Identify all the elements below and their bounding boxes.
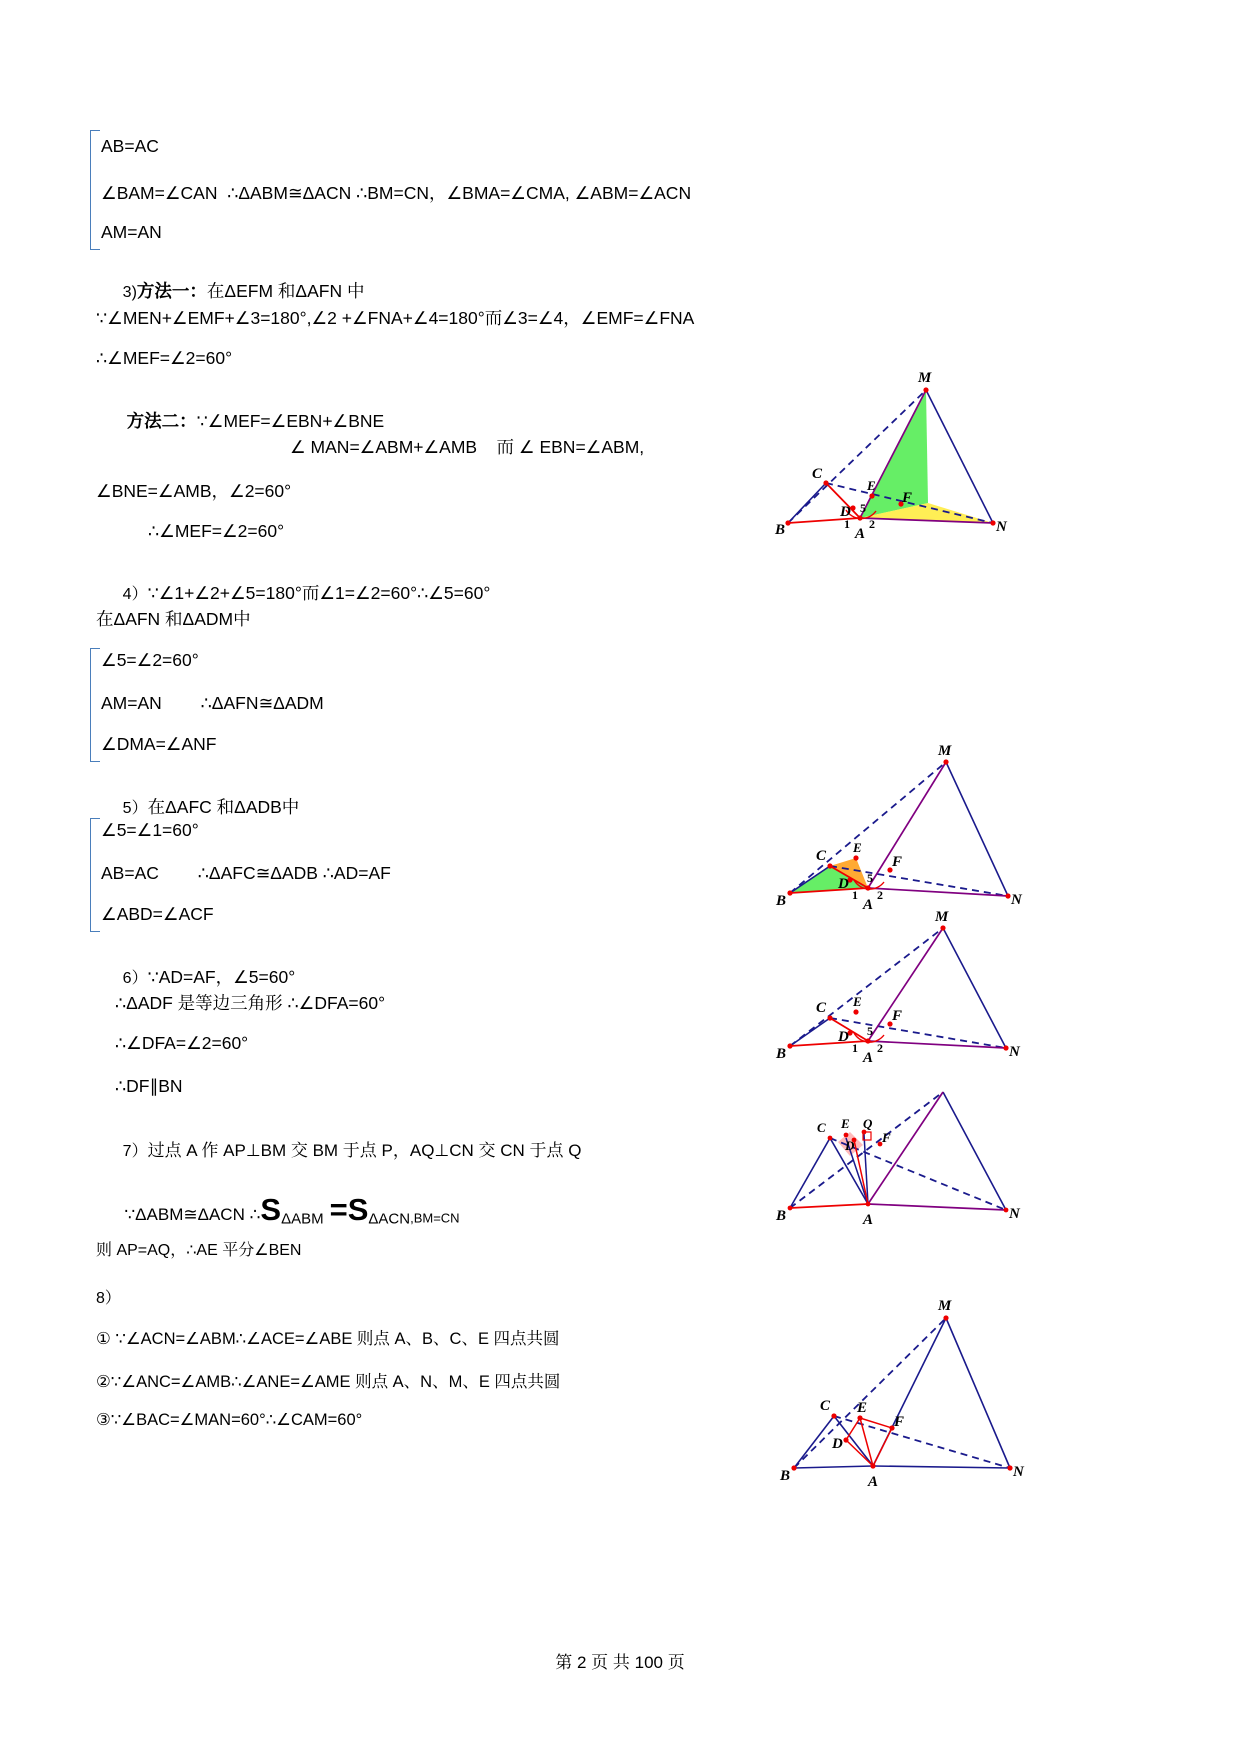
step-4-number: 4） bbox=[122, 586, 148, 603]
point-N bbox=[1004, 1208, 1009, 1213]
label-B: B bbox=[775, 522, 786, 538]
segment-CN-dash bbox=[834, 1416, 1010, 1468]
angle-label-5: 5 bbox=[860, 501, 866, 515]
step-7-text-a: 过点 A 作 AP⊥BM 交 BM 于点 P，AQ⊥CN 交 CN 于点 Q bbox=[147, 1141, 582, 1160]
label-C: C bbox=[820, 1398, 831, 1414]
label-M: M bbox=[935, 909, 949, 925]
step-3-number: 3) bbox=[122, 284, 137, 301]
point-E bbox=[844, 1133, 849, 1138]
label-F: F bbox=[892, 854, 903, 870]
angle-label-5: 5 bbox=[867, 871, 873, 885]
label-F: F bbox=[882, 1130, 891, 1145]
point-C bbox=[827, 863, 832, 868]
label-F: F bbox=[902, 490, 913, 506]
label-D: D bbox=[845, 1138, 855, 1153]
footer-text: 第 2 页 共 100 页 bbox=[555, 1653, 685, 1672]
point-M bbox=[923, 387, 928, 392]
label-N: N bbox=[1011, 892, 1022, 908]
point-C bbox=[827, 1015, 832, 1020]
label-A: A bbox=[868, 1474, 879, 1490]
figure-5 bbox=[768, 1288, 1048, 1498]
segment-ED-red bbox=[846, 1418, 860, 1440]
point-A bbox=[870, 1463, 875, 1468]
step-3-line-a: ∵∠MEN+∠EMF+∠3=180°,∠2 +∠FNA+∠4=180°而∠3=∠4，∠EMF=∠FNA bbox=[96, 308, 695, 328]
point-C bbox=[828, 1136, 833, 1141]
step-4-g-line1: ∠5=∠2=60° bbox=[101, 650, 199, 670]
step-4-g-line3: ∠DMA=∠ANF bbox=[101, 734, 217, 754]
segment-MN bbox=[926, 390, 993, 523]
point-M bbox=[940, 925, 945, 930]
point-B bbox=[787, 890, 792, 895]
label-A: A bbox=[863, 1212, 874, 1228]
label-M: M bbox=[938, 1298, 952, 1314]
step-4-text: ∵∠1+∠2+∠5=180°而∠1=∠2=60°∴∠5=60° bbox=[147, 583, 491, 603]
label-N: N bbox=[1009, 1044, 1020, 1060]
step-6-number: 6） bbox=[122, 970, 148, 987]
step-4-g-line2: AM=AN ∴ΔAFN≅ΔADM bbox=[101, 693, 324, 713]
step-6-line-d: ∴DF∥BN bbox=[115, 1076, 183, 1096]
label-M: M bbox=[918, 370, 932, 386]
label-B: B bbox=[776, 893, 787, 909]
point-E bbox=[869, 493, 874, 498]
segment-BC bbox=[790, 1138, 830, 1208]
step-5-g-line2: AB=AC ∴ΔAFC≅ΔADB ∴AD=AF bbox=[101, 863, 391, 883]
step-3-line-c: ∠ MAN=∠ABM+∠AMB 而 ∠ EBN=∠ABM, bbox=[290, 437, 645, 457]
label-A: A bbox=[863, 897, 874, 913]
label-D: D bbox=[840, 504, 851, 520]
step-7-prefix: ∵ΔABM≅ΔACN ∴ bbox=[124, 1205, 261, 1224]
angle-label-2: 2 bbox=[869, 517, 875, 531]
point-E bbox=[853, 1009, 858, 1014]
step-7-line-c: 则 AP=AQ，∴AE 平分∠BEN bbox=[96, 1242, 302, 1259]
step-7-symbol-s1: S bbox=[260, 1192, 282, 1227]
step-3-method1-label: 方法一： bbox=[136, 281, 207, 301]
segment-EF-red bbox=[860, 1418, 892, 1428]
label-E: E bbox=[857, 1400, 868, 1416]
step-3-line-d: ∠BNE=∠AMB，∠2=60° bbox=[96, 481, 292, 501]
segment-BC bbox=[790, 1018, 830, 1046]
label-B: B bbox=[776, 1208, 787, 1224]
label-Q: Q bbox=[863, 1116, 873, 1131]
segment-CA-red bbox=[830, 1018, 868, 1041]
segment-AN-purple bbox=[868, 1204, 1006, 1210]
segment-MN bbox=[943, 928, 1006, 1048]
point-B bbox=[785, 520, 790, 525]
step-3-method1-head: 在ΔEFM 和ΔAFN 中 bbox=[206, 281, 365, 301]
label-M: M bbox=[938, 743, 952, 759]
label-E: E bbox=[853, 840, 862, 855]
label-N: N bbox=[996, 519, 1007, 535]
step-5-g-line1: ∠5=∠1=60° bbox=[101, 820, 199, 840]
point-B bbox=[788, 1206, 793, 1211]
label-B: B bbox=[776, 1046, 787, 1062]
label-B: B bbox=[780, 1468, 791, 1484]
point-B bbox=[787, 1043, 792, 1048]
segment-AF-red bbox=[873, 1428, 892, 1466]
segment-BA bbox=[794, 1466, 873, 1468]
label-A: A bbox=[863, 1050, 874, 1066]
point-M bbox=[943, 1315, 948, 1320]
segment-AN bbox=[873, 1466, 1010, 1468]
segment-BM-dash bbox=[794, 1318, 946, 1468]
step-8-item-2: ②∵∠ANC=∠AMB∴∠ANE=∠AME 则点 A、N、M、E 四点共圆 bbox=[96, 1373, 561, 1391]
label-A: A bbox=[855, 526, 866, 542]
point-E bbox=[857, 1415, 862, 1420]
segment-BA-red bbox=[790, 1204, 868, 1208]
point-E bbox=[853, 855, 858, 860]
label-C: C bbox=[816, 1000, 827, 1016]
point-D bbox=[843, 1437, 848, 1442]
figure-2 bbox=[768, 743, 1048, 928]
step-6-line-b: ∴ΔADF 是等边三角形 ∴∠DFA=60° bbox=[115, 993, 386, 1013]
segment-BC bbox=[788, 483, 826, 523]
angle-label-2: 2 bbox=[877, 1041, 883, 1055]
step-3-method2-label: 方法二： bbox=[126, 411, 197, 431]
point-N bbox=[1003, 1045, 1008, 1050]
segment-MN bbox=[946, 1318, 1010, 1468]
label-E: E bbox=[867, 478, 876, 493]
point-N bbox=[990, 520, 995, 525]
point-D bbox=[850, 505, 855, 510]
step-5-g-line3: ∠ABD=∠ACF bbox=[101, 904, 214, 924]
step-3-line-e: ∴∠MEF=∠2=60° bbox=[148, 521, 285, 541]
label-D: D bbox=[832, 1436, 843, 1452]
step-3-method2-head: ∵∠MEF=∠EBN+∠BNE bbox=[196, 411, 385, 431]
label-D: D bbox=[838, 1029, 849, 1045]
figure-3 bbox=[768, 909, 1048, 1073]
step-7-tail: ,BM=CN bbox=[410, 1210, 460, 1226]
segment-MN bbox=[946, 762, 1008, 896]
point-A bbox=[865, 1038, 870, 1043]
angle-label-5: 5 bbox=[867, 1024, 873, 1038]
brace-group-1 bbox=[90, 130, 100, 250]
step-8-item-1: ① ∵∠ACN=∠ABM∴∠ACE=∠ABE 则点 A、B、C、E 四点共圆 bbox=[96, 1330, 560, 1348]
proof-line-bam-can: ∠BAM=∠CAN ∴ΔABM≅ΔACN ∴BM=CN，∠BMA=∠CMA, ∠ABM=∠ACN bbox=[101, 183, 692, 203]
angle-label-1: 1 bbox=[844, 517, 850, 531]
label-N: N bbox=[1009, 1206, 1020, 1222]
segment-BC bbox=[794, 1416, 834, 1468]
step-8-item-3: ③∵∠BAC=∠MAN=60°∴∠CAM=60° bbox=[96, 1411, 363, 1429]
brace-group-5 bbox=[90, 818, 100, 932]
step-7-subscript-2: ΔACN bbox=[368, 1210, 411, 1228]
step-6-text-a: ∵AD=AF，∠5=60° bbox=[147, 967, 296, 987]
point-B bbox=[791, 1465, 796, 1470]
label-E: E bbox=[853, 994, 862, 1009]
segment-AM-purple bbox=[868, 762, 946, 888]
segment-AM-purple bbox=[868, 1092, 943, 1204]
step-7-equals-s2: =S bbox=[329, 1192, 369, 1227]
step-6-line-c: ∴∠DFA=∠2=60° bbox=[115, 1033, 249, 1053]
step-3-line-b: ∴∠MEF=∠2=60° bbox=[96, 348, 233, 368]
page-footer bbox=[0, 1648, 1240, 1673]
proof-line-ab-ac: AB=AC bbox=[101, 136, 159, 156]
label-C: C bbox=[817, 1120, 826, 1135]
step-7-line-a bbox=[96, 1118, 581, 1179]
step-7-subscript-1: ΔABM bbox=[281, 1210, 324, 1228]
figure-4 bbox=[768, 1090, 1048, 1240]
angle-label-1: 1 bbox=[852, 888, 858, 902]
label-D: D bbox=[838, 876, 849, 892]
figure-1 bbox=[768, 368, 1038, 543]
proof-line-am-an: AM=AN bbox=[101, 222, 162, 242]
step-7-number: 7） bbox=[122, 1143, 148, 1160]
segment-MN bbox=[943, 1092, 1006, 1210]
step-8-number: 8） bbox=[96, 1290, 121, 1307]
label-C: C bbox=[816, 848, 827, 864]
angle-label-2: 2 bbox=[877, 888, 883, 902]
point-N bbox=[1007, 1465, 1012, 1470]
point-A bbox=[866, 1202, 871, 1207]
point-C bbox=[823, 480, 828, 485]
point-M bbox=[943, 759, 948, 764]
segment-AM-purple bbox=[868, 928, 943, 1041]
step-4-head: 在ΔAFN 和ΔADM中 bbox=[96, 609, 251, 629]
point-C bbox=[831, 1413, 836, 1418]
point-N bbox=[1005, 893, 1010, 898]
label-C: C bbox=[812, 466, 823, 482]
step-5-number: 5） bbox=[122, 800, 148, 817]
label-N: N bbox=[1013, 1464, 1024, 1480]
brace-group-4 bbox=[90, 648, 100, 762]
point-A bbox=[857, 515, 862, 520]
label-F: F bbox=[892, 1008, 903, 1024]
angle-label-1: 1 bbox=[852, 1041, 858, 1055]
point-A bbox=[865, 885, 870, 890]
label-E: E bbox=[841, 1116, 850, 1131]
label-F: F bbox=[894, 1414, 905, 1430]
step-5-head-text: 在ΔAFC 和ΔADB中 bbox=[147, 797, 300, 817]
